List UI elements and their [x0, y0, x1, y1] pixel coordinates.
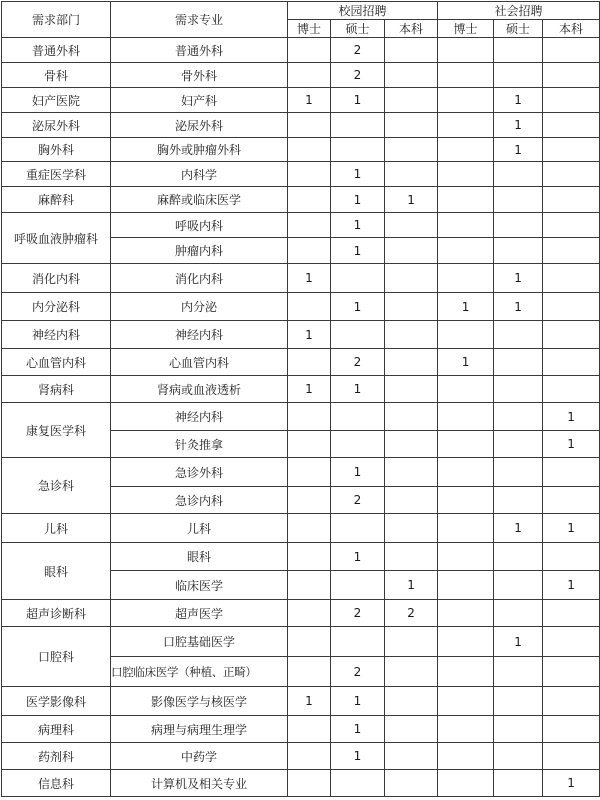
count-campus-master: 2: [331, 38, 385, 63]
count-social-bachelor: [543, 238, 600, 264]
count-campus-bachelor: [385, 458, 438, 487]
count-social-bachelor: 1: [543, 571, 600, 600]
table-row: [2, 543, 600, 571]
count-social-phd: [438, 264, 494, 293]
count-campus-master: [331, 403, 385, 431]
major-cell: 口腔临床医学（种植、正畸）: [111, 657, 288, 687]
count-campus-phd: [288, 770, 331, 797]
count-campus-bachelor: [385, 743, 438, 770]
header-social-phd: 博士: [438, 20, 494, 38]
count-campus-bachelor: [385, 113, 438, 138]
department-cell: 内分泌科: [2, 293, 111, 321]
count-campus-phd: 1: [288, 88, 331, 113]
table-row: [2, 113, 600, 138]
count-social-bachelor: [543, 213, 600, 238]
count-social-bachelor: [543, 349, 600, 376]
count-campus-phd: 1: [288, 321, 331, 349]
count-social-bachelor: [543, 716, 600, 743]
header-major: 需求专业: [111, 2, 288, 38]
count-campus-phd: [288, 627, 331, 657]
count-campus-master: [331, 431, 385, 458]
count-social-phd: [438, 63, 494, 88]
count-social-phd: [438, 321, 494, 349]
count-campus-bachelor: [385, 376, 438, 403]
count-social-master: [494, 213, 543, 238]
table-row: [2, 349, 600, 376]
department-cell: 消化内科: [2, 264, 111, 293]
count-campus-phd: [288, 63, 331, 88]
count-social-bachelor: 1: [543, 431, 600, 458]
count-social-master: [494, 770, 543, 797]
table-row: [2, 514, 600, 543]
table-row: [2, 687, 600, 716]
table-row: [2, 38, 600, 63]
department-cell: 康复医学科: [2, 403, 111, 458]
count-social-phd: 1: [438, 349, 494, 376]
count-campus-master: 1: [331, 88, 385, 113]
count-campus-master: [331, 113, 385, 138]
department-cell: 普通外科: [2, 38, 111, 63]
count-campus-bachelor: 2: [385, 600, 438, 627]
major-cell: 临床医学: [111, 571, 288, 600]
count-social-phd: [438, 213, 494, 238]
table-row: [2, 770, 600, 797]
department-cell: 泌尿外科: [2, 113, 111, 138]
count-social-bachelor: [543, 38, 600, 63]
count-campus-master: [331, 627, 385, 657]
count-campus-bachelor: [385, 403, 438, 431]
count-campus-master: 1: [331, 213, 385, 238]
count-social-bachelor: 1: [543, 514, 600, 543]
major-cell: 呼吸内科: [111, 213, 288, 238]
count-social-bachelor: [543, 88, 600, 113]
table-row: [2, 162, 600, 187]
count-social-phd: [438, 376, 494, 403]
count-campus-bachelor: [385, 264, 438, 293]
count-social-bachelor: [543, 293, 600, 321]
count-social-master: [494, 743, 543, 770]
major-cell: 肾病或血液透析: [111, 376, 288, 403]
count-campus-bachelor: [385, 543, 438, 571]
count-social-bachelor: [543, 743, 600, 770]
count-social-master: [494, 63, 543, 88]
count-campus-master: 1: [331, 743, 385, 770]
count-social-bachelor: [543, 458, 600, 487]
count-social-bachelor: [543, 487, 600, 514]
count-campus-master: 2: [331, 657, 385, 687]
department-cell: 妇产医院: [2, 88, 111, 113]
department-cell: 医学影像科: [2, 687, 111, 716]
count-social-master: [494, 657, 543, 687]
count-campus-phd: [288, 600, 331, 627]
major-cell: 病理与病理生理学: [111, 716, 288, 743]
count-social-bachelor: [543, 687, 600, 716]
count-social-phd: [438, 113, 494, 138]
recruitment-table: [1, 1, 600, 797]
count-social-phd: [438, 38, 494, 63]
header-campus-master: 硕士: [331, 20, 385, 38]
count-social-phd: [438, 543, 494, 571]
count-social-phd: [438, 627, 494, 657]
count-campus-master: 1: [331, 716, 385, 743]
major-cell: 心血管内科: [111, 349, 288, 376]
header-social-recruitment: 社会招聘: [438, 2, 600, 20]
count-campus-bachelor: [385, 138, 438, 162]
count-campus-master: [331, 264, 385, 293]
count-campus-bachelor: [385, 687, 438, 716]
department-cell: 呼吸血液肿瘤科: [2, 213, 111, 264]
count-social-master: [494, 187, 543, 213]
count-social-bachelor: [543, 264, 600, 293]
count-campus-phd: 1: [288, 264, 331, 293]
major-cell: 肿瘤内科: [111, 238, 288, 264]
count-campus-master: 1: [331, 162, 385, 187]
count-campus-bachelor: [385, 238, 438, 264]
table-row: [2, 187, 600, 213]
department-cell: 神经内科: [2, 321, 111, 349]
count-campus-phd: [288, 431, 331, 458]
count-campus-master: 1: [331, 458, 385, 487]
count-campus-master: 1: [331, 293, 385, 321]
count-social-master: 1: [494, 138, 543, 162]
count-campus-master: 1: [331, 376, 385, 403]
table-row: [2, 458, 600, 487]
department-cell: 超声诊断科: [2, 600, 111, 627]
count-social-master: [494, 321, 543, 349]
count-social-phd: [438, 657, 494, 687]
count-social-master: [494, 431, 543, 458]
count-campus-master: 1: [331, 543, 385, 571]
major-cell: 内分泌: [111, 293, 288, 321]
table-row: [2, 403, 600, 431]
count-campus-master: 2: [331, 63, 385, 88]
major-cell: 麻醉或临床医学: [111, 187, 288, 213]
count-social-master: 1: [494, 293, 543, 321]
table-body: [2, 38, 600, 797]
table-row: [2, 376, 600, 403]
count-social-master: [494, 716, 543, 743]
count-social-bachelor: [543, 376, 600, 403]
department-cell: 信息科: [2, 770, 111, 797]
count-campus-phd: [288, 113, 331, 138]
count-social-bachelor: [543, 162, 600, 187]
major-cell: 针灸推拿: [111, 431, 288, 458]
count-campus-master: [331, 514, 385, 543]
major-cell: 神经内科: [111, 321, 288, 349]
count-social-master: [494, 38, 543, 63]
count-campus-master: 1: [331, 238, 385, 264]
header-social-master: 硕士: [494, 20, 543, 38]
count-campus-bachelor: [385, 63, 438, 88]
table-row: [2, 213, 600, 238]
count-campus-bachelor: [385, 657, 438, 687]
major-cell: 急诊外科: [111, 458, 288, 487]
count-social-phd: [438, 571, 494, 600]
count-social-master: [494, 458, 543, 487]
count-campus-master: 1: [331, 687, 385, 716]
header-campus-recruitment: 校园招聘: [288, 2, 438, 20]
header-campus-bachelor: 本科: [385, 20, 438, 38]
major-cell: 胸外或肿瘤外科: [111, 138, 288, 162]
count-campus-bachelor: [385, 770, 438, 797]
count-campus-phd: [288, 403, 331, 431]
table-row: [2, 321, 600, 349]
count-campus-master: 2: [331, 600, 385, 627]
count-campus-phd: [288, 187, 331, 213]
count-campus-bachelor: [385, 88, 438, 113]
header-social-bachelor: 本科: [543, 20, 600, 38]
count-social-phd: [438, 88, 494, 113]
count-social-phd: [438, 403, 494, 431]
count-campus-phd: [288, 213, 331, 238]
count-campus-phd: [288, 487, 331, 514]
table-row: [2, 63, 600, 88]
count-social-phd: [438, 600, 494, 627]
count-social-phd: [438, 431, 494, 458]
count-social-bachelor: 1: [543, 403, 600, 431]
count-social-master: [494, 349, 543, 376]
count-social-phd: [438, 514, 494, 543]
department-cell: 胸外科: [2, 138, 111, 162]
department-cell: 儿科: [2, 514, 111, 543]
count-social-phd: [438, 458, 494, 487]
major-cell: 骨外科: [111, 63, 288, 88]
major-cell: 泌尿外科: [111, 113, 288, 138]
major-cell: 内科学: [111, 162, 288, 187]
department-cell: 重症医学科: [2, 162, 111, 187]
count-campus-bachelor: [385, 514, 438, 543]
table-row: [2, 716, 600, 743]
count-social-master: [494, 403, 543, 431]
count-social-phd: [438, 743, 494, 770]
count-social-master: [494, 600, 543, 627]
major-cell: 眼科: [111, 543, 288, 571]
count-social-master: 1: [494, 264, 543, 293]
department-cell: 口腔科: [2, 627, 111, 687]
count-campus-phd: 1: [288, 376, 331, 403]
count-campus-phd: [288, 716, 331, 743]
count-campus-phd: [288, 657, 331, 687]
major-cell: 儿科: [111, 514, 288, 543]
department-cell: 麻醉科: [2, 187, 111, 213]
count-campus-bachelor: [385, 38, 438, 63]
major-cell: 神经内科: [111, 403, 288, 431]
count-social-bachelor: 1: [543, 770, 600, 797]
count-social-bachelor: [543, 187, 600, 213]
count-campus-phd: [288, 543, 331, 571]
count-campus-phd: [288, 38, 331, 63]
department-cell: 药剂科: [2, 743, 111, 770]
major-cell: 急诊内科: [111, 487, 288, 514]
count-social-phd: [438, 187, 494, 213]
count-campus-bachelor: 1: [385, 571, 438, 600]
department-cell: 急诊科: [2, 458, 111, 514]
count-campus-master: [331, 138, 385, 162]
count-campus-bachelor: [385, 293, 438, 321]
count-campus-phd: [288, 743, 331, 770]
count-campus-bachelor: [385, 487, 438, 514]
count-social-bachelor: [543, 627, 600, 657]
table-header: [2, 2, 600, 38]
major-cell: 超声医学: [111, 600, 288, 627]
table-row: [2, 293, 600, 321]
count-campus-phd: [288, 458, 331, 487]
major-cell: 中药学: [111, 743, 288, 770]
count-campus-phd: [288, 138, 331, 162]
count-campus-bachelor: [385, 349, 438, 376]
count-campus-bachelor: [385, 431, 438, 458]
count-campus-master: [331, 571, 385, 600]
count-social-master: [494, 487, 543, 514]
count-campus-master: [331, 321, 385, 349]
header-campus-phd: 博士: [288, 20, 331, 38]
department-cell: 心血管内科: [2, 349, 111, 376]
count-campus-phd: 1: [288, 687, 331, 716]
count-campus-master: 2: [331, 349, 385, 376]
count-social-phd: [438, 487, 494, 514]
table-row: [2, 264, 600, 293]
count-social-master: [494, 376, 543, 403]
count-campus-bachelor: [385, 627, 438, 657]
count-social-master: 1: [494, 113, 543, 138]
count-campus-bachelor: [385, 213, 438, 238]
count-campus-bachelor: 1: [385, 187, 438, 213]
table-row: [2, 627, 600, 657]
count-campus-phd: [288, 238, 331, 264]
count-social-master: [494, 162, 543, 187]
table-row: [2, 138, 600, 162]
major-cell: 影像医学与核医学: [111, 687, 288, 716]
major-cell: 口腔基础医学: [111, 627, 288, 657]
count-campus-master: 1: [331, 187, 385, 213]
count-social-phd: [438, 716, 494, 743]
count-campus-master: 2: [331, 487, 385, 514]
count-social-phd: [438, 138, 494, 162]
count-social-phd: [438, 238, 494, 264]
count-social-master: [494, 238, 543, 264]
count-social-bachelor: [543, 600, 600, 627]
header-department: 需求部门: [2, 2, 111, 38]
count-social-bachelor: [543, 63, 600, 88]
table-row: [2, 88, 600, 113]
count-social-master: 1: [494, 88, 543, 113]
count-social-bachelor: [543, 657, 600, 687]
count-social-bachelor: [543, 138, 600, 162]
count-campus-bachelor: [385, 716, 438, 743]
table-row: [2, 743, 600, 770]
department-cell: 眼科: [2, 543, 111, 600]
count-social-master: [494, 571, 543, 600]
count-campus-phd: [288, 349, 331, 376]
major-cell: 计算机及相关专业: [111, 770, 288, 797]
count-campus-phd: [288, 162, 331, 187]
department-cell: 肾病科: [2, 376, 111, 403]
table-row: [2, 600, 600, 627]
count-social-bachelor: [543, 543, 600, 571]
count-campus-bachelor: [385, 321, 438, 349]
count-social-phd: [438, 770, 494, 797]
count-campus-phd: [288, 293, 331, 321]
count-social-bachelor: [543, 113, 600, 138]
count-social-master: [494, 687, 543, 716]
count-social-phd: [438, 687, 494, 716]
count-campus-master: [331, 770, 385, 797]
count-social-master: 1: [494, 627, 543, 657]
count-social-phd: [438, 162, 494, 187]
count-campus-phd: [288, 514, 331, 543]
major-cell: 普通外科: [111, 38, 288, 63]
count-campus-bachelor: [385, 162, 438, 187]
department-cell: 病理科: [2, 716, 111, 743]
count-social-master: [494, 543, 543, 571]
major-cell: 消化内科: [111, 264, 288, 293]
count-social-phd: 1: [438, 293, 494, 321]
count-campus-phd: [288, 571, 331, 600]
count-social-master: 1: [494, 514, 543, 543]
major-cell: 妇产科: [111, 88, 288, 113]
department-cell: 骨科: [2, 63, 111, 88]
count-social-bachelor: [543, 321, 600, 349]
